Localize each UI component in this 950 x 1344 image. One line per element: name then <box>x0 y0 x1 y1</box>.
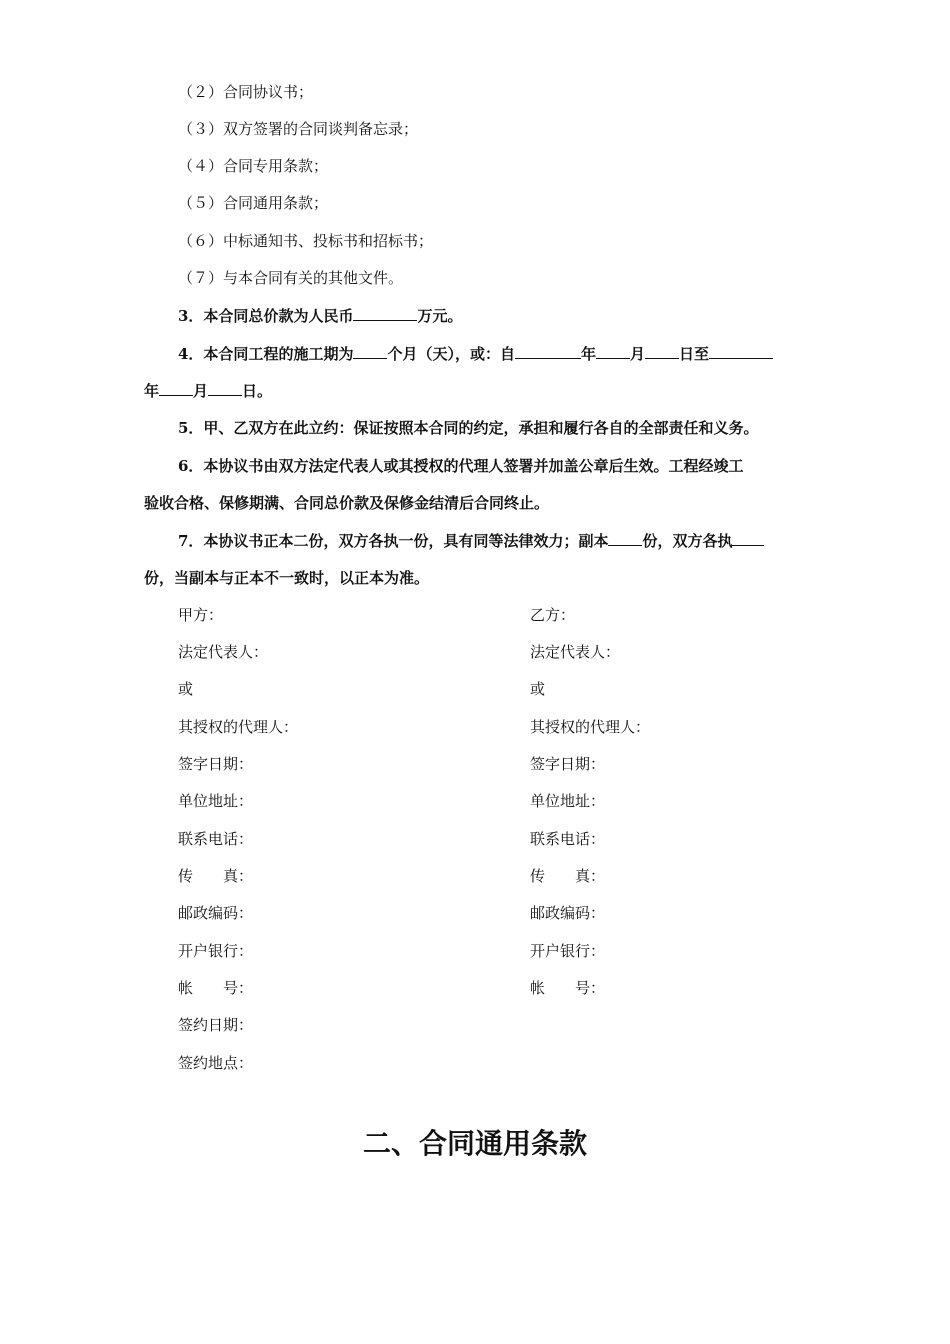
party-b-field: 邮政编码： <box>530 904 606 922</box>
party-a-field: 帐 号： <box>178 979 254 997</box>
clause-4-text: 年 <box>144 382 160 400</box>
party-b-field: 或 <box>530 680 546 698</box>
blank-line <box>596 344 630 359</box>
clause-4-text: 个月（天），或：自 <box>387 345 515 363</box>
party-b-field: 传 真： <box>530 867 606 885</box>
clause-4-text: 日至 <box>679 345 710 363</box>
party-a-field: 或 <box>178 680 194 698</box>
party-a-field: 单位地址： <box>178 792 254 810</box>
blank-line <box>159 381 193 396</box>
doc-list-item: （２）合同协议书； <box>178 83 314 101</box>
party-a-field: 邮政编码： <box>178 904 254 922</box>
doc-list-item: （５）合同通用条款； <box>178 194 329 212</box>
clause-7-line-2: 份，当副本与正本不一致时，以正本为准。 <box>144 569 430 587</box>
clause-3 <box>178 306 462 326</box>
clause-4-text: 4．本合同工程的施工期为 <box>178 345 354 363</box>
doc-list-item: （７）与本合同有关的其他文件。 <box>178 269 404 287</box>
clause-7-text: 7．本协议书正本二份，双方各执一份，具有同等法律效力；副本 <box>178 532 609 550</box>
party-b-field: 法定代表人： <box>530 643 621 661</box>
doc-list-item: （３）双方签署的合同谈判备忘录； <box>178 120 419 138</box>
blank-line <box>515 344 581 359</box>
clause-4-text: 日。 <box>242 382 273 400</box>
party-a-field: 开户银行： <box>178 942 254 960</box>
doc-list-item: （４）合同专用条款； <box>178 157 329 175</box>
party-a-field: 签约日期： <box>178 1016 254 1034</box>
blank-line <box>353 344 387 359</box>
clause-5: 5．甲、乙双方在此立约：保证按照本合同的约定，承担和履行各自的全部责任和义务。 <box>178 419 759 437</box>
party-a-field: 传 真： <box>178 867 254 885</box>
clause-3-text: 3．本合同总价款为人民币 <box>178 307 354 325</box>
blank-line <box>645 344 679 359</box>
blank-line <box>208 381 242 396</box>
party-b-field: 单位地址： <box>530 792 606 810</box>
party-a-field: 甲方： <box>178 606 224 624</box>
clause-4-text: 月 <box>629 345 645 363</box>
party-a-field: 签约地点： <box>178 1054 254 1072</box>
clause-7-line-1 <box>178 531 764 551</box>
party-b-field: 签字日期： <box>530 755 606 773</box>
clause-4-line-2 <box>144 381 272 401</box>
blank-line <box>353 306 417 321</box>
clause-3-unit: 万元。 <box>417 307 463 325</box>
party-a-field: 联系电话： <box>178 830 254 848</box>
party-a-field: 法定代表人： <box>178 643 269 661</box>
blank-line <box>608 531 642 546</box>
party-a-field: 签字日期： <box>178 755 254 773</box>
clause-7-text: 份，双方各执 <box>642 532 733 550</box>
doc-list-item: （６）中标通知书、投标书和招标书； <box>178 232 434 250</box>
clause-4-line-1 <box>178 344 773 364</box>
party-b-field: 开户银行： <box>530 942 606 960</box>
party-b-field: 帐 号： <box>530 979 606 997</box>
party-a-field: 其授权的代理人： <box>178 718 299 736</box>
section-heading: 二、合同通用条款 <box>362 1127 587 1160</box>
party-b-field: 联系电话： <box>530 830 606 848</box>
blank-line <box>732 531 764 546</box>
blank-line <box>709 344 773 359</box>
clause-4-text: 月 <box>193 382 209 400</box>
party-b-field: 其授权的代理人： <box>530 718 651 736</box>
party-b-field: 乙方： <box>530 606 576 624</box>
clause-6-line-1: 6．本协议书由双方法定代表人或其授权的代理人签署并加盖公章后生效。工程经竣工 <box>178 457 744 475</box>
clause-6-line-2: 验收合格、保修期满、合同总价款及保修金结清后合同终止。 <box>144 494 550 512</box>
clause-4-text: 年 <box>580 345 596 363</box>
